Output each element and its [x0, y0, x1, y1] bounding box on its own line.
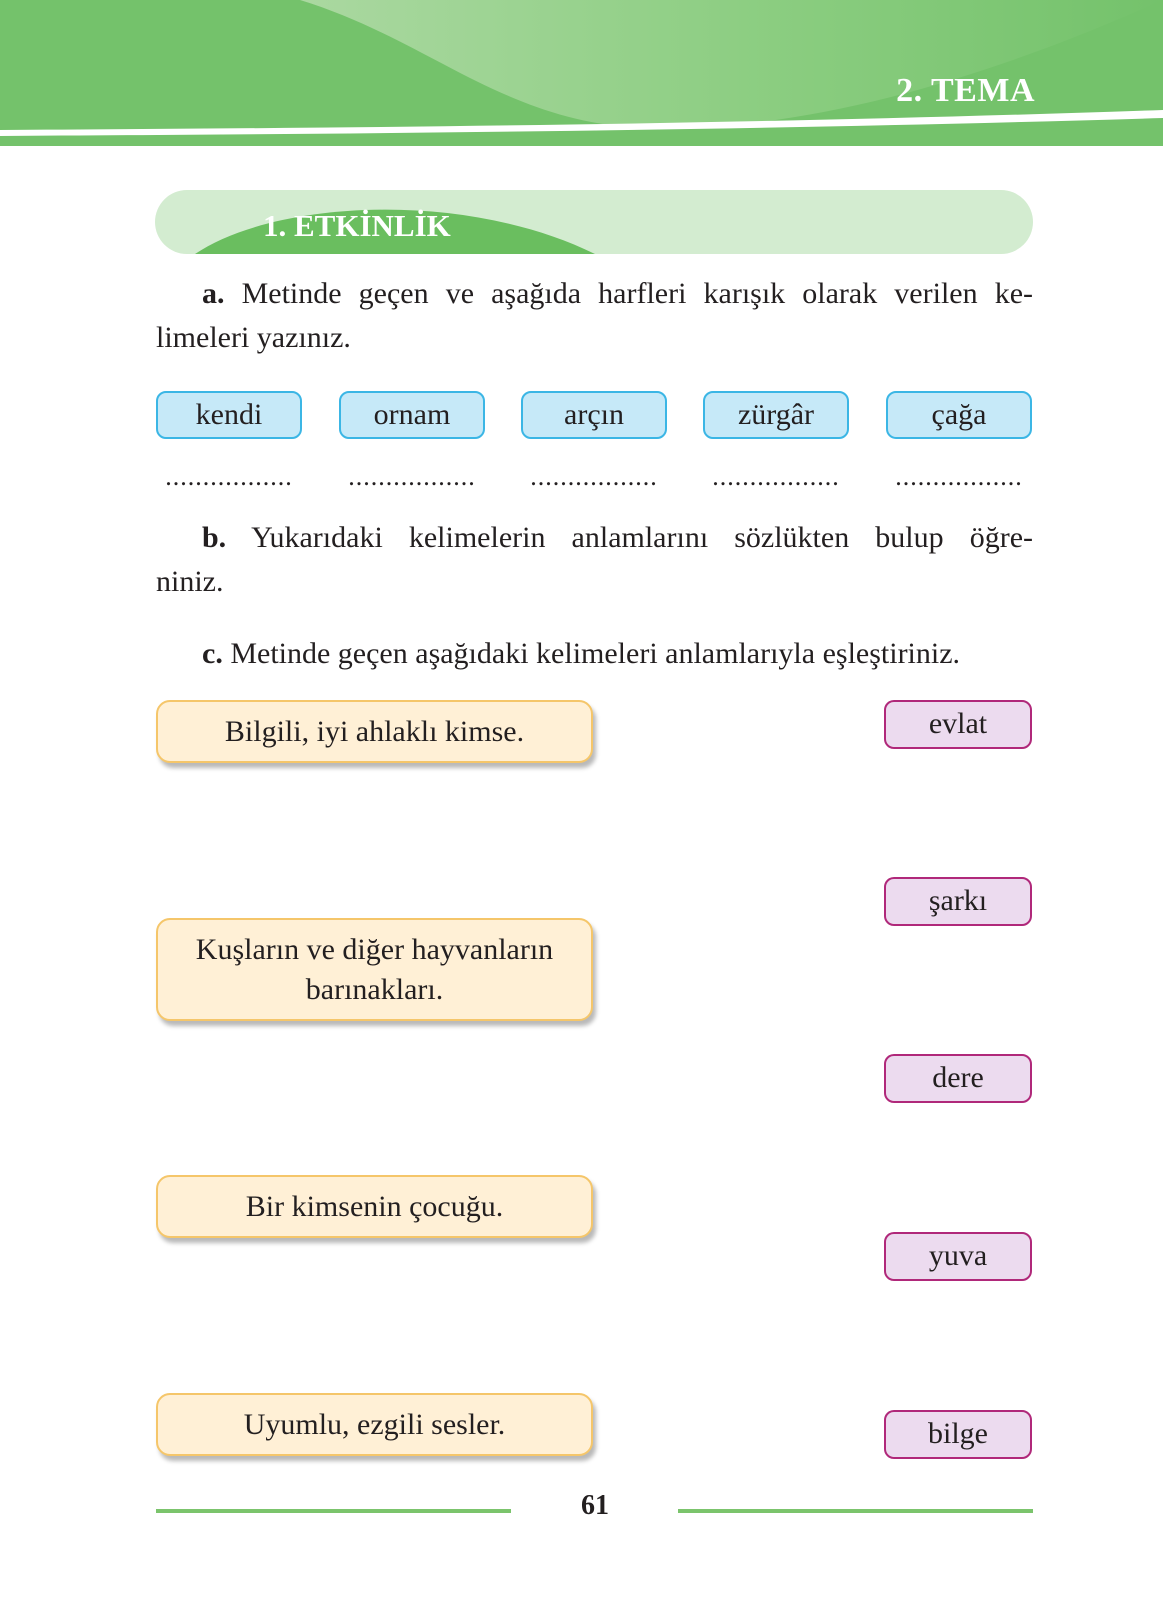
term-box-evlat[interactable]: evlat [884, 700, 1032, 749]
activity-title: 1. ETKİNLİK [263, 208, 451, 243]
definition-text-2: Kuşların ve diğer hayvanların barınakları. [195, 932, 554, 1006]
part-a-instruction [156, 272, 1033, 360]
scrambled-word-4: zürgâr [703, 391, 849, 439]
definition-box-4[interactable] [156, 1393, 593, 1456]
scrambled-word-1: kendi [156, 391, 302, 439]
part-b-line1: Yukarıdaki kelimelerin anlamlarını sözlükten bulup öğre- [251, 521, 1033, 554]
activity-banner [155, 190, 1033, 254]
answer-blank-2[interactable]: ................. [348, 462, 476, 491]
part-b-letter: b. [202, 521, 227, 554]
part-b-line2: niniz. [156, 565, 224, 598]
theme-title: 2. TEMA [896, 72, 1035, 109]
scrambled-word-2: ornam [339, 391, 485, 439]
answer-blank-3[interactable]: ................. [530, 462, 658, 491]
page-number: 61 [581, 1490, 609, 1521]
part-a-line1: Metinde geçen ve aşağıda harfleri karışık olarak verilen ke- [241, 277, 1033, 310]
part-c-letter: c. [202, 637, 223, 670]
term-box-dere[interactable]: dere [884, 1054, 1032, 1103]
scrambled-word-5: çağa [886, 391, 1032, 439]
part-a-line2: limeleri yazınız. [156, 321, 351, 354]
term-box-yuva[interactable]: yuva [884, 1232, 1032, 1281]
footer-line-right [678, 1509, 1033, 1513]
part-a-letter: a. [202, 277, 225, 310]
part-c-instruction [156, 632, 1033, 676]
definition-text-4: Uyumlu, ezgili sesler. [243, 1407, 506, 1441]
definition-text-1: Bilgili, iyi ahlaklı kimse. [224, 714, 525, 748]
part-b-instruction [156, 516, 1033, 604]
definition-box-1[interactable] [156, 700, 593, 763]
definition-text-3: Bir kimsenin çocuğu. [245, 1189, 504, 1223]
definition-box-2[interactable] [156, 918, 593, 1021]
answer-blank-5[interactable]: ................. [895, 462, 1023, 491]
definition-box-3[interactable] [156, 1175, 593, 1238]
footer-line-left [156, 1509, 511, 1513]
part-c-text: Metinde geçen aşağıdaki kelimeleri anlamlarıyla eşleştiriniz. [230, 637, 961, 670]
term-box-sarki[interactable]: şarkı [884, 877, 1032, 926]
answer-blank-4[interactable]: ................. [712, 462, 840, 491]
scrambled-word-3: arçın [521, 391, 667, 439]
term-box-bilge[interactable]: bilge [884, 1410, 1032, 1459]
answer-blank-1[interactable]: ................. [165, 462, 293, 491]
